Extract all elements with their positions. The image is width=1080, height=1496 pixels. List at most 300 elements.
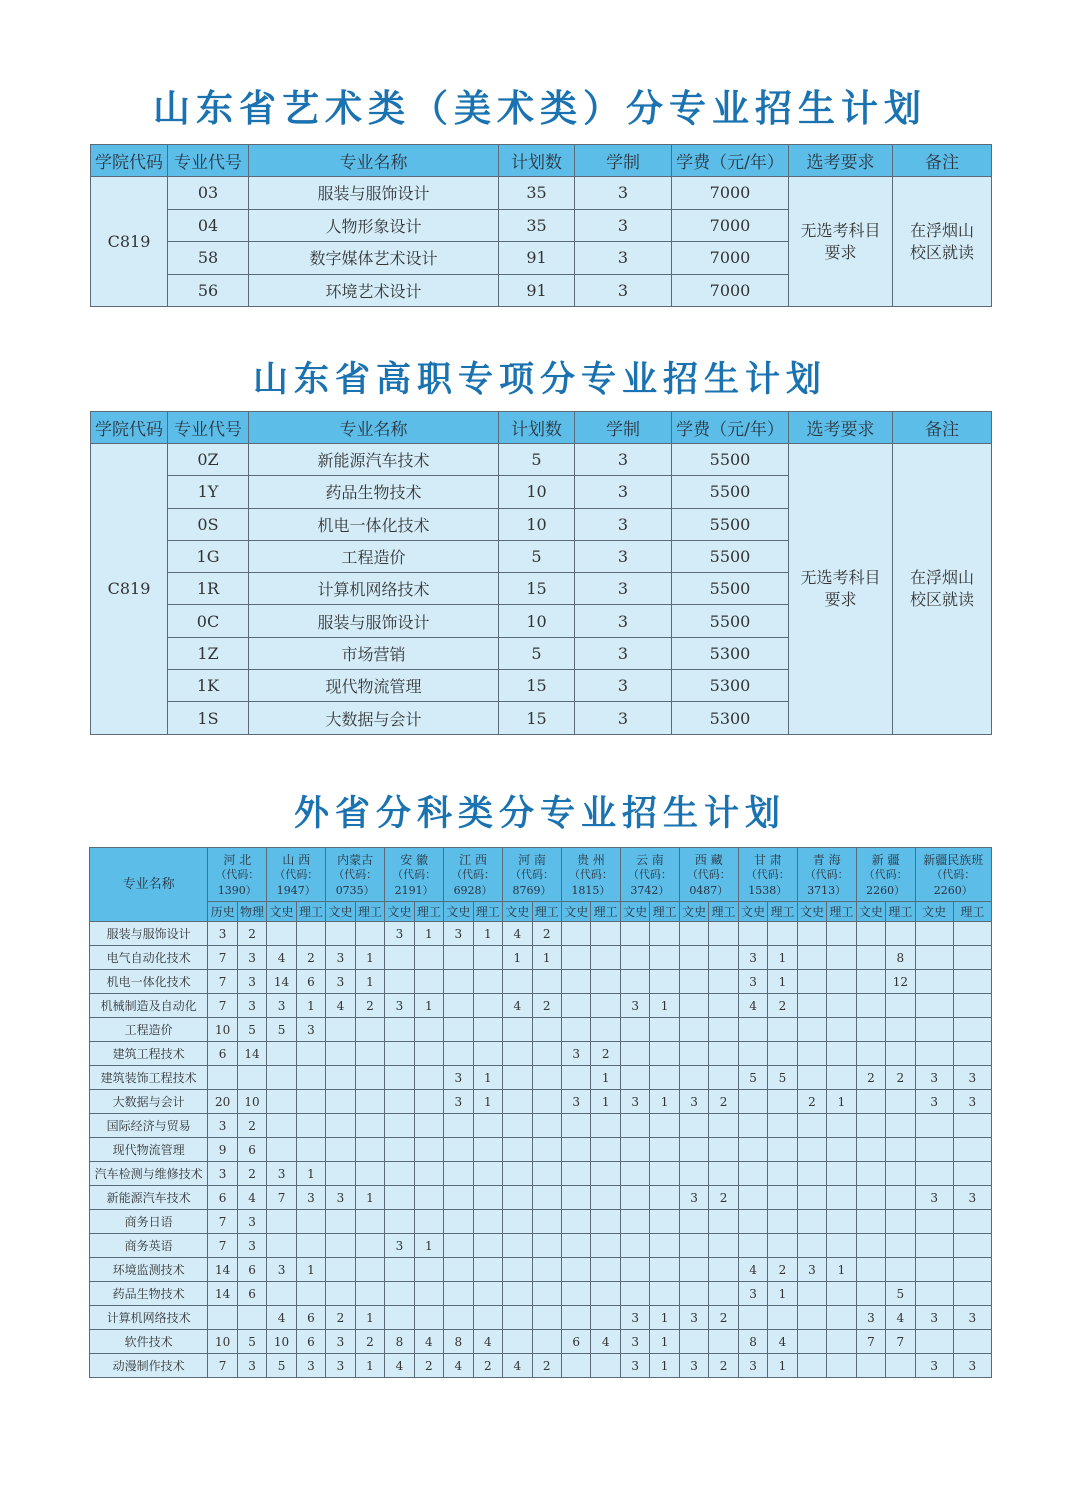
quota-cell: 1 xyxy=(827,1090,856,1114)
quota-cell xyxy=(414,1258,443,1282)
quota-cell xyxy=(473,1114,502,1138)
quota-cell xyxy=(561,1282,590,1306)
table-row xyxy=(90,1234,992,1258)
quota-cell: 7 xyxy=(208,1354,237,1378)
quota-cell xyxy=(503,1114,532,1138)
plan-count-cell: 35 xyxy=(499,177,575,210)
quota-cell: 6 xyxy=(237,1282,266,1306)
quota-cell: 2 xyxy=(414,1354,443,1378)
quota-cell xyxy=(385,1210,414,1234)
province-header xyxy=(856,848,915,902)
quota-cell xyxy=(561,1234,590,1258)
quota-cell: 12 xyxy=(886,970,915,994)
quota-cell xyxy=(620,1258,649,1282)
quota-cell xyxy=(797,1066,826,1090)
quota-cell: 5 xyxy=(237,1018,266,1042)
province-name: 河 南 xyxy=(518,852,546,867)
quota-cell xyxy=(267,1114,296,1138)
quota-cell xyxy=(591,1162,620,1186)
quota-cell: 1 xyxy=(650,1090,679,1114)
quota-cell xyxy=(953,1138,991,1162)
quota-cell xyxy=(444,1210,473,1234)
quota-cell xyxy=(444,1114,473,1138)
table-header-row xyxy=(91,145,992,177)
major-code-cell: 04 xyxy=(168,209,249,242)
quota-cell xyxy=(444,1282,473,1306)
quota-cell xyxy=(738,1018,767,1042)
quota-cell xyxy=(414,1042,443,1066)
quota-cell: 2 xyxy=(709,1306,738,1330)
major-code-cell: 58 xyxy=(168,242,249,275)
quota-cell xyxy=(326,1282,355,1306)
quota-cell xyxy=(768,1210,797,1234)
quota-cell xyxy=(709,1258,738,1282)
quota-cell: 5 xyxy=(886,1282,915,1306)
quota-cell: 4 xyxy=(886,1306,915,1330)
major-code-cell: 56 xyxy=(168,274,249,307)
quota-cell: 2 xyxy=(709,1354,738,1378)
major-name-cell: 动漫制作技术 xyxy=(90,1354,208,1378)
major-name-cell: 服装与服饰设计 xyxy=(90,922,208,946)
quota-cell xyxy=(709,1066,738,1090)
quota-cell xyxy=(856,1186,885,1210)
quota-cell xyxy=(473,1210,502,1234)
quota-cell xyxy=(414,1186,443,1210)
quota-cell xyxy=(915,1330,953,1354)
column-header: 选考要求 xyxy=(789,412,893,444)
note-text: 在浮烟山校区就读 xyxy=(909,220,974,262)
quota-cell xyxy=(650,1018,679,1042)
quota-cell xyxy=(856,1138,885,1162)
quota-cell xyxy=(797,1354,826,1378)
quota-cell xyxy=(856,946,885,970)
quota-cell xyxy=(915,922,953,946)
column-header: 专业名称 xyxy=(249,412,499,444)
quota-cell xyxy=(208,1066,237,1090)
quota-cell xyxy=(620,1162,649,1186)
quota-cell xyxy=(532,1258,561,1282)
major-name-cell: 商务日语 xyxy=(90,1210,208,1234)
quota-cell: 4 xyxy=(503,922,532,946)
table-row xyxy=(90,970,992,994)
quota-cell: 1 xyxy=(473,1090,502,1114)
quota-cell xyxy=(886,994,915,1018)
quota-cell: 6 xyxy=(237,1258,266,1282)
quota-cell xyxy=(679,970,708,994)
track-header: 理工 xyxy=(709,902,738,922)
quota-cell xyxy=(709,922,738,946)
province-name: 西 藏 xyxy=(694,852,723,867)
province-code: （代码：0487） xyxy=(686,867,731,897)
quota-cell: 2 xyxy=(355,1330,384,1354)
quota-cell xyxy=(561,1114,590,1138)
major-code-cell: 0Z xyxy=(168,444,249,476)
duration-cell: 3 xyxy=(575,637,672,669)
quota-cell xyxy=(473,970,502,994)
quota-cell: 2 xyxy=(591,1042,620,1066)
quota-cell: 3 xyxy=(237,1354,266,1378)
quota-cell xyxy=(561,1018,590,1042)
quota-cell xyxy=(827,970,856,994)
quota-cell xyxy=(414,1018,443,1042)
track-header: 文史 xyxy=(561,902,590,922)
quota-cell: 4 xyxy=(444,1354,473,1378)
quota-cell xyxy=(856,1258,885,1282)
quota-cell xyxy=(473,946,502,970)
quota-cell xyxy=(444,1258,473,1282)
track-header: 理工 xyxy=(650,902,679,922)
major-name-cell: 环境艺术设计 xyxy=(249,274,499,307)
quota-cell xyxy=(237,1306,266,1330)
track-header: 理工 xyxy=(827,902,856,922)
track-header: 理工 xyxy=(532,902,561,922)
quota-cell: 2 xyxy=(886,1066,915,1090)
table-row xyxy=(90,1330,992,1354)
quota-cell xyxy=(296,1234,325,1258)
quota-cell: 1 xyxy=(768,1354,797,1378)
quota-cell xyxy=(679,1282,708,1306)
quota-cell xyxy=(414,1138,443,1162)
province-name: 云 南 xyxy=(635,852,664,867)
quota-cell xyxy=(915,1258,953,1282)
quota-cell: 3 xyxy=(444,1090,473,1114)
quota-cell: 5 xyxy=(237,1330,266,1354)
plan-count-cell: 5 xyxy=(499,444,575,476)
requirement-cell xyxy=(789,444,893,735)
tuition-cell: 5300 xyxy=(672,637,789,669)
track-header: 文史 xyxy=(856,902,885,922)
table-row xyxy=(90,946,992,970)
province-code: （代码：3742） xyxy=(627,867,672,897)
quota-cell xyxy=(444,1162,473,1186)
quota-cell xyxy=(797,946,826,970)
province-code: （代码：1815） xyxy=(568,867,613,897)
quota-cell: 6 xyxy=(296,1330,325,1354)
quota-cell xyxy=(679,1138,708,1162)
province-code: （代码：1390） xyxy=(215,867,260,897)
quota-cell xyxy=(915,1210,953,1234)
province-header xyxy=(679,848,738,902)
major-name-cell: 建筑装饰工程技术 xyxy=(90,1066,208,1090)
quota-cell: 7 xyxy=(208,946,237,970)
quota-cell xyxy=(561,970,590,994)
quota-cell xyxy=(326,1066,355,1090)
quota-cell xyxy=(532,1210,561,1234)
quota-cell: 3 xyxy=(326,970,355,994)
quota-cell xyxy=(650,970,679,994)
quota-cell xyxy=(797,1234,826,1258)
quota-cell: 3 xyxy=(620,1306,649,1330)
quota-cell xyxy=(709,1210,738,1234)
quota-cell xyxy=(503,970,532,994)
tuition-cell: 7000 xyxy=(672,209,789,242)
quota-cell xyxy=(532,1114,561,1138)
quota-cell: 1 xyxy=(355,1306,384,1330)
quota-cell xyxy=(355,1138,384,1162)
quota-cell: 3 xyxy=(237,1234,266,1258)
quota-cell: 3 xyxy=(561,1090,590,1114)
province-header xyxy=(385,848,444,902)
quota-cell: 3 xyxy=(237,970,266,994)
quota-cell xyxy=(326,1210,355,1234)
quota-cell xyxy=(503,1162,532,1186)
plan-count-cell: 15 xyxy=(499,670,575,702)
province-code: （代码：2260） xyxy=(863,867,908,897)
track-header: 理工 xyxy=(591,902,620,922)
province-name: 河 北 xyxy=(223,852,252,867)
quota-cell: 1 xyxy=(591,1066,620,1090)
major-name-cell: 计算机网络技术 xyxy=(90,1306,208,1330)
quota-cell: 3 xyxy=(267,994,296,1018)
province-header xyxy=(444,848,503,902)
quota-cell xyxy=(355,1114,384,1138)
quota-cell xyxy=(620,1234,649,1258)
major-name-cell: 计算机网络技术 xyxy=(249,573,499,605)
quota-cell xyxy=(827,1210,856,1234)
quota-cell xyxy=(886,1354,915,1378)
province-name: 新疆民族班 xyxy=(923,852,984,867)
table-row xyxy=(90,1186,992,1210)
table-row xyxy=(90,1210,992,1234)
quota-cell xyxy=(385,1306,414,1330)
quota-cell xyxy=(532,1330,561,1354)
table-row xyxy=(90,1306,992,1330)
quota-cell: 3 xyxy=(915,1306,953,1330)
quota-cell: 4 xyxy=(473,1330,502,1354)
quota-cell: 5 xyxy=(768,1066,797,1090)
table-row xyxy=(90,1258,992,1282)
quota-cell xyxy=(856,994,885,1018)
quota-cell xyxy=(444,946,473,970)
quota-cell: 2 xyxy=(355,994,384,1018)
major-code-cell: 1K xyxy=(168,670,249,702)
quota-cell: 10 xyxy=(208,1330,237,1354)
quota-cell xyxy=(797,1186,826,1210)
quota-cell xyxy=(591,1234,620,1258)
province-code: （代码：1947） xyxy=(274,867,319,897)
quota-cell xyxy=(355,1090,384,1114)
quota-cell xyxy=(709,1042,738,1066)
table-row xyxy=(90,1138,992,1162)
quota-cell xyxy=(473,1042,502,1066)
quota-cell xyxy=(650,1138,679,1162)
quota-cell xyxy=(827,994,856,1018)
quota-cell: 1 xyxy=(296,1162,325,1186)
quota-cell xyxy=(503,1090,532,1114)
quota-cell xyxy=(915,994,953,1018)
column-header: 专业代号 xyxy=(168,412,249,444)
quota-cell xyxy=(414,1162,443,1186)
province-code: （代码：6928） xyxy=(451,867,496,897)
quota-cell xyxy=(444,1138,473,1162)
quota-cell: 3 xyxy=(953,1186,991,1210)
quota-cell xyxy=(650,1282,679,1306)
quota-cell: 3 xyxy=(953,1066,991,1090)
quota-cell xyxy=(953,1042,991,1066)
tuition-cell: 5500 xyxy=(672,476,789,508)
quota-cell xyxy=(414,946,443,970)
quota-cell xyxy=(709,1282,738,1306)
quota-cell xyxy=(827,1138,856,1162)
quota-cell xyxy=(797,922,826,946)
quota-cell: 3 xyxy=(237,1210,266,1234)
quota-cell: 3 xyxy=(738,970,767,994)
quota-cell: 2 xyxy=(326,1306,355,1330)
table-row xyxy=(91,444,992,476)
quota-cell: 2 xyxy=(237,922,266,946)
quota-cell xyxy=(591,1138,620,1162)
requirement-text: 无选考科目要求 xyxy=(800,567,881,609)
quota-cell xyxy=(473,1282,502,1306)
quota-cell xyxy=(355,1018,384,1042)
tuition-cell: 7000 xyxy=(672,242,789,275)
quota-cell: 4 xyxy=(738,1258,767,1282)
quota-cell xyxy=(561,1186,590,1210)
quota-cell: 3 xyxy=(237,946,266,970)
quota-cell xyxy=(679,946,708,970)
quota-cell xyxy=(797,970,826,994)
quota-cell xyxy=(296,1042,325,1066)
column-header: 学费（元/年） xyxy=(672,145,789,177)
quota-cell xyxy=(886,1234,915,1258)
quota-cell xyxy=(679,922,708,946)
quota-cell xyxy=(738,1234,767,1258)
column-header: 学院代码 xyxy=(91,145,168,177)
major-name-cell: 软件技术 xyxy=(90,1330,208,1354)
track-header-row xyxy=(90,902,992,922)
quota-cell xyxy=(620,1282,649,1306)
province-name: 甘 肃 xyxy=(753,852,782,867)
quota-cell: 8 xyxy=(738,1330,767,1354)
province-header xyxy=(620,848,679,902)
major-name-cell: 新能源汽车技术 xyxy=(249,444,499,476)
quota-cell xyxy=(915,1138,953,1162)
quota-cell: 4 xyxy=(326,994,355,1018)
plan-count-cell: 10 xyxy=(499,508,575,540)
province-code: （代码：8769） xyxy=(510,867,554,897)
quota-cell xyxy=(414,970,443,994)
quota-cell: 3 xyxy=(385,1234,414,1258)
tuition-cell: 5500 xyxy=(672,540,789,572)
quota-cell: 3 xyxy=(738,1354,767,1378)
quota-cell: 1 xyxy=(532,946,561,970)
quota-cell: 1 xyxy=(473,1066,502,1090)
quota-cell: 8 xyxy=(444,1330,473,1354)
duration-cell: 3 xyxy=(575,508,672,540)
province-name: 青 海 xyxy=(812,852,841,867)
quota-cell: 2 xyxy=(296,946,325,970)
quota-cell xyxy=(503,1234,532,1258)
quota-cell xyxy=(620,1138,649,1162)
duration-cell: 3 xyxy=(575,274,672,307)
quota-cell: 1 xyxy=(355,1354,384,1378)
plan-count-cell: 10 xyxy=(499,605,575,637)
track-header: 文史 xyxy=(444,902,473,922)
other-province-plan-table xyxy=(89,847,992,1378)
quota-cell xyxy=(326,922,355,946)
quota-cell xyxy=(267,1066,296,1090)
quota-cell xyxy=(738,1210,767,1234)
major-name-cell: 药品生物技术 xyxy=(90,1282,208,1306)
quota-cell xyxy=(679,1066,708,1090)
quota-cell xyxy=(856,1354,885,1378)
quota-cell xyxy=(532,970,561,994)
quota-cell xyxy=(797,1114,826,1138)
quota-cell xyxy=(326,1114,355,1138)
major-name-cell: 大数据与会计 xyxy=(90,1090,208,1114)
tuition-cell: 7000 xyxy=(672,274,789,307)
quota-cell: 7 xyxy=(856,1330,885,1354)
quota-cell xyxy=(797,1138,826,1162)
quota-cell xyxy=(856,1114,885,1138)
quota-cell: 6 xyxy=(237,1138,266,1162)
province-header xyxy=(738,848,797,902)
quota-cell: 14 xyxy=(208,1282,237,1306)
quota-cell: 1 xyxy=(650,1354,679,1378)
quota-cell: 3 xyxy=(296,1354,325,1378)
quota-cell xyxy=(827,1186,856,1210)
quota-cell xyxy=(856,1162,885,1186)
quota-cell: 3 xyxy=(738,946,767,970)
quota-cell xyxy=(620,1018,649,1042)
quota-cell xyxy=(591,1354,620,1378)
quota-cell xyxy=(591,1114,620,1138)
quota-cell xyxy=(326,1042,355,1066)
tuition-cell: 5500 xyxy=(672,444,789,476)
quota-cell: 10 xyxy=(267,1330,296,1354)
quota-cell xyxy=(679,1330,708,1354)
quota-cell: 1 xyxy=(503,946,532,970)
quota-cell xyxy=(709,1114,738,1138)
quota-cell: 6 xyxy=(208,1186,237,1210)
major-name-cell: 工程造价 xyxy=(249,540,499,572)
province-code: （代码：0735） xyxy=(333,867,378,897)
major-code-cell: 1Y xyxy=(168,476,249,508)
quota-cell xyxy=(650,1186,679,1210)
quota-cell: 3 xyxy=(267,1258,296,1282)
duration-cell: 3 xyxy=(575,670,672,702)
quota-cell xyxy=(827,1042,856,1066)
track-header: 文史 xyxy=(620,902,649,922)
quota-cell: 14 xyxy=(237,1042,266,1066)
quota-cell xyxy=(296,1066,325,1090)
quota-cell xyxy=(267,922,296,946)
quota-cell xyxy=(296,1090,325,1114)
table-row xyxy=(90,1090,992,1114)
quota-cell: 4 xyxy=(503,994,532,1018)
quota-cell xyxy=(827,1234,856,1258)
duration-cell: 3 xyxy=(575,177,672,210)
quota-cell xyxy=(385,1066,414,1090)
quota-cell: 5 xyxy=(267,1018,296,1042)
note-cell xyxy=(893,177,992,307)
quota-cell xyxy=(591,1210,620,1234)
quota-cell xyxy=(709,946,738,970)
quota-cell: 3 xyxy=(208,1162,237,1186)
quota-cell xyxy=(650,1042,679,1066)
quota-cell xyxy=(444,1234,473,1258)
table-row xyxy=(90,1018,992,1042)
quota-cell: 1 xyxy=(591,1090,620,1114)
province-code: （代码：1538） xyxy=(745,867,790,897)
quota-cell: 3 xyxy=(953,1090,991,1114)
college-code-cell: C819 xyxy=(91,444,168,735)
quota-cell xyxy=(953,1162,991,1186)
quota-cell: 1 xyxy=(355,946,384,970)
quota-cell xyxy=(620,1114,649,1138)
quota-cell: 1 xyxy=(768,1282,797,1306)
quota-cell: 1 xyxy=(473,922,502,946)
